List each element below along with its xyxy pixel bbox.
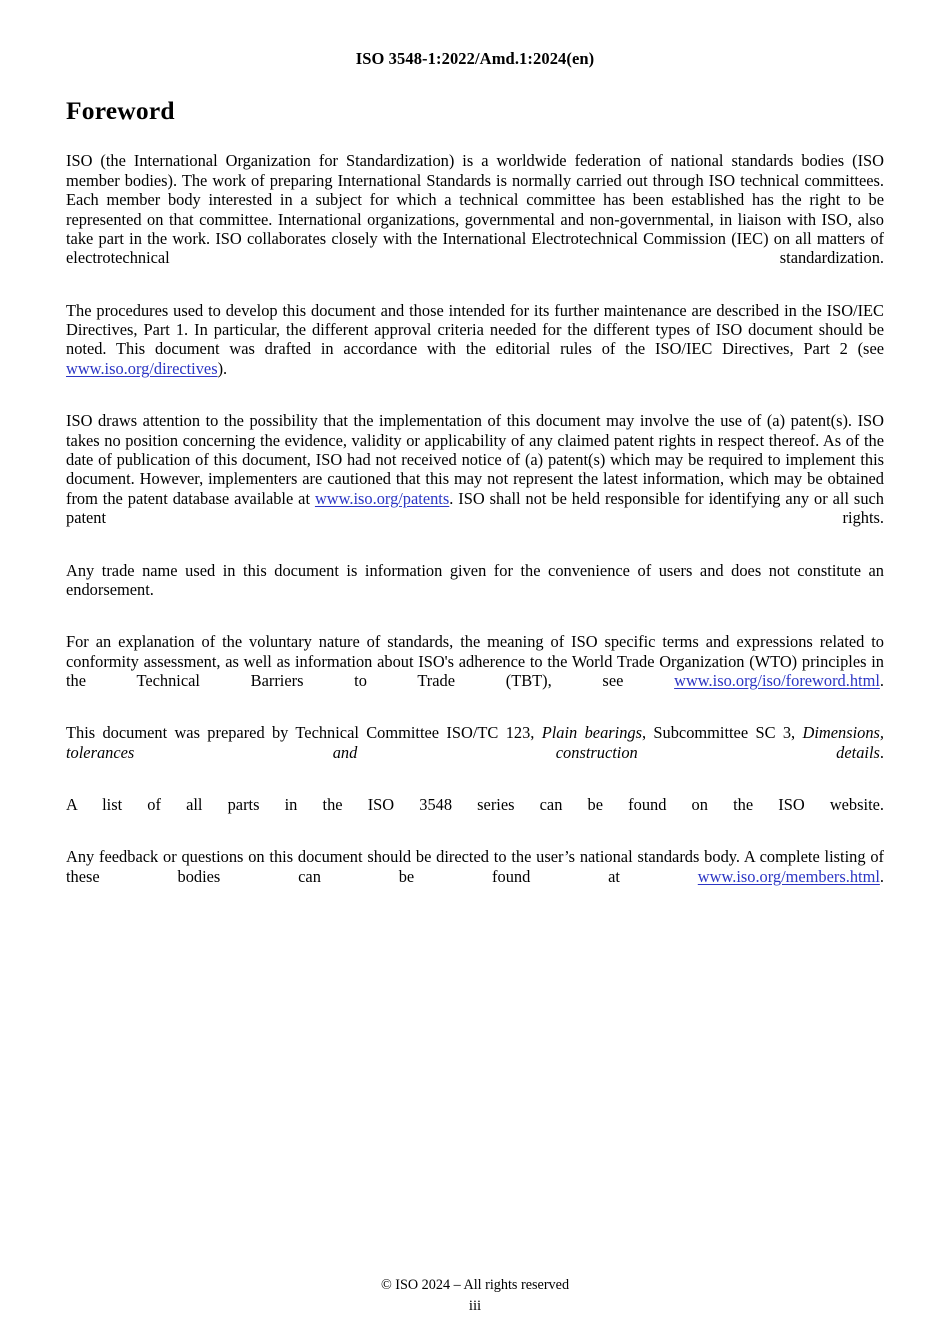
paragraph-text: The procedures used to develop this document and those intended for its further maintenance are described in the ISO/IEC Directives, Part 1. In particular, the different approval criteria needed for the different types of ISO document should be noted. This document was drafted in accordance with the editorial rules of the ISO/IEC Directives, Part 2 (see <box>66 300 884 359</box>
link-iso-members[interactable]: www.iso.org/members.html <box>697 866 880 886</box>
link-iso-patents[interactable]: www.iso.org/patents <box>314 488 450 508</box>
subcommittee-title-dimensions: Dimensions, tolerances and construction details <box>66 723 884 762</box>
paragraph-parts-list <box>66 795 884 834</box>
paragraph-text: A list of all parts in the ISO 3548 series can be found on the ISO website. <box>66 795 884 815</box>
paragraph-text: Any feedback or questions on this document should be directed to the user’s national standards body. A complete listing of these bodies can be found at <box>66 847 884 886</box>
paragraph-text: Any trade name used in this document is information given for the convenience of users and does not constitute an endorsement. <box>66 560 884 599</box>
committee-title-plain-bearings: Plain bearings <box>541 723 642 743</box>
paragraph-text-tail: . <box>879 866 884 886</box>
paragraph-iso-federation <box>66 151 884 287</box>
paragraph-text-tail: . <box>879 742 884 762</box>
paragraph-patents <box>66 411 884 547</box>
paragraph-text: This document was prepared by Technical Committee ISO/TC 123, <box>66 723 542 743</box>
paragraph-text: ISO (the International Organization for Standardization) is a worldwide federation of national standards bodies (ISO member bodies). The work of preparing International Standards is normally carried out through ISO technical committees. Each member body interested in a subject for which a technical committee has been established has the right to be represented on that committee. International organizations, governmental and non-governmental, in liaison with ISO, also take part in the work. ISO collaborates closely with the International Electrotechnical Commission (IEC) on all matters of electrotechnical standardization. <box>66 151 884 268</box>
paragraph-text: For an explanation of the voluntary nature of standards, the meaning of ISO specific terms and expressions related to conformity assessment, as well as information about ISO's adherence to the World Trade Organization (WTO) principles in the Technical Barriers to Trade (TBT), see <box>66 632 884 691</box>
page-title: Foreword <box>66 96 175 125</box>
link-iso-foreword[interactable]: www.iso.org/iso/foreword.html <box>674 671 880 691</box>
running-header: ISO 3548-1:2022/Amd.1:2024(en) <box>355 49 595 68</box>
paragraph-voluntary-nature <box>66 632 884 710</box>
paragraph-procedures <box>66 301 884 398</box>
document-body <box>66 96 884 906</box>
paragraph-text-mid: , Subcommittee SC 3, <box>641 723 803 743</box>
paragraph-text: ISO draws attention to the possibility that the implementation of this document may involve the use of (a) patent(s). ISO takes no position concerning the evidence, validity or applicability of any claimed patent rights in respect thereof. As of the date of publication of this document, ISO had not received notice of (a) patent(s) which may be required to implement this document. However, implementers are cautioned that this may not represent the latest information, which may be obtained from the patent database available at <box>66 411 884 508</box>
paragraph-text-tail: . ISO shall not be held responsible for identifying any or all such patent rights. <box>66 488 884 528</box>
footer-copyright: © ISO 2024 – All rights reserved <box>380 1277 570 1293</box>
link-iso-directives[interactable]: www.iso.org/directives <box>66 358 218 378</box>
paragraph-text-tail: ). <box>217 358 228 378</box>
paragraph-text-tail: . <box>879 671 884 691</box>
footer-page-number: iii <box>468 1298 482 1314</box>
paragraph-trade-name <box>66 561 884 619</box>
paragraph-committee <box>66 723 884 781</box>
paragraph-feedback <box>66 847 884 905</box>
